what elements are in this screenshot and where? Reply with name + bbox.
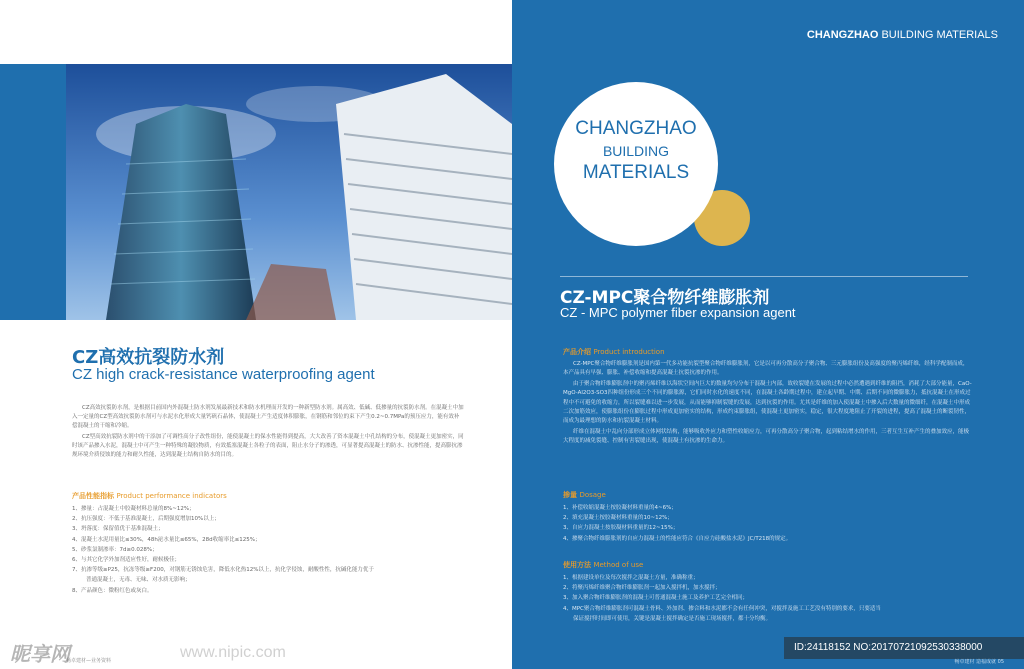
- right-title-cn: CZ-MPC聚合物纤维膨胀剂: [560, 288, 770, 308]
- right-footer: 畅卓建材 造福成就 05: [954, 659, 1004, 665]
- usage-section: [563, 560, 973, 624]
- intro-heading-en: Product introduction: [593, 348, 665, 356]
- list-item: 6、与其它化学外加剂适应性好，耐候极佳；: [72, 557, 181, 564]
- list-item: 1、补偿收缩混凝土按胶凝材料重量的4~6%；: [563, 505, 677, 511]
- list-item: 5、砂浆氯制渗率：7d≥0.028%；: [72, 546, 158, 553]
- brand-header-rest: BUILDING MATERIALS: [878, 29, 998, 41]
- right-title-en: CZ - MPC polymer fiber expansion agent: [560, 305, 796, 320]
- usage-heading-cn: 使用方法: [563, 561, 591, 569]
- dosage-list: [563, 503, 973, 544]
- intro-body: [563, 360, 973, 447]
- list-item: 2、填充混凝土按胶凝材料重量的10~12%；: [563, 515, 673, 522]
- circle-line-3: MATERIALS: [582, 162, 690, 183]
- intro-heading: [563, 347, 973, 357]
- list-item: 4、MPC聚合物纤维膨胀剂可混凝土骨料、外加剂、掺合料和水泥都不会有任何冲突，对搅拌及施工工艺没有特别的要求，只要适当: [563, 605, 881, 612]
- list-item: 4、混凝土水泥用量比≤30%，48h泌水量比≤65%，28d收缩率比≤125%；: [72, 536, 261, 543]
- brand-header-bold: CHANGZHAO: [806, 29, 879, 41]
- usage-heading-en: Method of use: [593, 561, 644, 569]
- list-item: 3、坍落度：保留值优于基准混凝土；: [72, 526, 164, 533]
- list-item: 普通混凝土，无毒、无味、对水质无影响；: [86, 577, 191, 584]
- left-description: [72, 404, 464, 462]
- dosage-heading-cn: 掺量: [563, 491, 577, 499]
- left-paragraph: CZ型高效抗裂防水剂中的干添加了可调性高分子改性组份，能使混凝土的保水性能得到提高，大大改善了资本混凝土中孔结构的分布，使混凝土更加密实，同时该产品掺入水泥，混凝土中可产生一种特殊的凝胶物质，有效抵塞混凝土各粒子的表面，阻止水分子的渗透，可显著提高混凝土的防水、抗渗性能，提高膨抗渗规环境介质侵蚀的能力和耐久性能，达到混凝土结构自防水的目的。: [72, 434, 464, 458]
- intro-paragraph: 由于聚合物纤维膨胀剂中的聚丙烯纤维以海状空间内巨大的数量均匀分布于混凝土内部，故收裂缝在发展的过程中必然遭遇到纤维的阻挡，消耗了大部分能量，CaO-MgO-Al2O3-SO3四种组份形成三个不同的膨胀源，它们同时水化的速度不同，在混凝土各龄期过程中，建立起早期、中期、后期不同的微膨胀力，抵抗混凝土在形成过程中不可避免的收缩力，所以裂缝难以进一步发展，从而能够抑制裂缝的发展，达到抗裂的作用。尤其是纤维的加入使混凝土中掺入后大数量的微细纤，在混凝土中形成二次加筋效应，使膨胀组份在膨胀过程中形成更加密实的结构，形成约束膨胀组，使混凝土更加密实，稳定，很大程度地阻止了开裂的进程，提高了混凝土的断裂韧性，而成为最理想的防水和抗裂混凝土材料。: [563, 380, 972, 425]
- list-item: 7、抗渗等级≥P25，抗冻等级≥F200，对钢筋无锈蚀危害，降低水化热12%以上，抗化学侵蚀，耐酸性性，抗碱化能力优于: [72, 567, 374, 574]
- dosage-section: [563, 490, 973, 544]
- list-item: 2、抗压强度：不低于基准混凝土，后期强度增加10%以上；: [72, 516, 220, 523]
- intro-heading-cn: 产品介绍: [563, 348, 591, 356]
- list-item: 8、产品颜色：微粉红色或灰白。: [72, 587, 153, 594]
- intro-section: [563, 347, 973, 448]
- watermark-url: www.nipic.com: [180, 644, 286, 661]
- performance-list: [72, 504, 472, 596]
- performance-heading: [72, 491, 472, 501]
- watermark-site: 昵享网: [10, 642, 70, 666]
- list-item: 1、掺量：占混凝土中胶凝材料总量的8%~12%；: [72, 506, 195, 512]
- dosage-heading: [563, 490, 973, 500]
- left-paragraph: CZ高效抗裂防水剂，是根据目前国内外混凝土防水剂发展最新技术和防水机理而开发的一种新型防水剂。属高效、低碱、低掺量的抗裂防水剂。在混凝土中加入一定量的CZ型高效抗裂防水剂可与水泥水化形成大量钙矾石晶体，使混凝土产生适度体积膨胀，在钢筋和邻位的束下产生0.2~0.7MPa的预压应力，能有效补偿混凝土的干缩和冷缩。: [72, 405, 464, 429]
- circle-line-2: BUILDING: [602, 143, 670, 159]
- intro-paragraph: CZ-MPC聚合物纤维膨胀剂是国内第一代多功能抗裂型聚合物纤维膨胀剂，它是以可再分散高分子聚合物、三元膨胀组份及高强度的聚丙烯纤维，经科学配制而成，本产品具有早强、膨胀、补偿收缩和提高混凝土抗裂抗渗的作用。: [563, 361, 969, 377]
- title-divider: [560, 276, 968, 277]
- usage-list: [563, 573, 973, 624]
- brand-circle-text: [554, 118, 718, 184]
- left-title-cn: CZ高效抗裂防水剂: [72, 347, 225, 368]
- list-item: 1、根据建设单位及每次搅拌之混凝土方量，准确称重；: [563, 575, 699, 581]
- usage-heading: [563, 560, 973, 570]
- list-item: 保证搅拌时间即可使用，关键是混凝土搅拌确定是否施工现场搅拌，都十分均衡。: [573, 615, 772, 622]
- performance-heading-cn: 产品性能指标: [72, 492, 114, 500]
- dosage-heading-en: Dosage: [579, 491, 606, 499]
- watermark-id-bar: ID:24118152 NO:20170721092530338000: [784, 637, 1024, 659]
- performance-section: [72, 491, 472, 596]
- left-blue-strip: [0, 64, 66, 320]
- left-footer: 畅卓建材—业务资料: [66, 658, 112, 664]
- circle-line-1: CHANGZHAO: [575, 118, 697, 139]
- list-item: 4、掺聚合物纤维膨胀剂的自应力混凝土的性能应符合《自应力硅酸盐水泥》JC/T218的规定。: [563, 535, 792, 542]
- performance-heading-en: Product performance indicators: [116, 492, 227, 500]
- list-item: 3、加入聚合物纤维膨胀剂的混凝土可普通混凝土施工及养护工艺完全相同；: [563, 595, 749, 602]
- brand-header: [807, 29, 998, 41]
- skyscraper-illustration: [66, 64, 512, 320]
- list-item: 2、将聚丙烯纤维聚合物纤维膨胀剂一起加入搅拌机，加水搅拌；: [563, 585, 721, 592]
- intro-paragraph: 纤维在混凝土中乱向分部形成立体网状结构，能够吸收外应力和塑性收缩应力，可再分散高分子聚合物，起到粘结增水的作用，三者互生互补产生的叠加效应，能极大程度的减免裂缝、控制有害裂缝出现，使混凝土有抗渗的生命力。: [563, 428, 970, 445]
- building-photo: [66, 64, 512, 320]
- list-item: 3、自应力混凝土按胶凝材料重量的12~15%；: [563, 525, 679, 532]
- left-title-en: CZ high crack-resistance waterproofing agent: [72, 366, 375, 383]
